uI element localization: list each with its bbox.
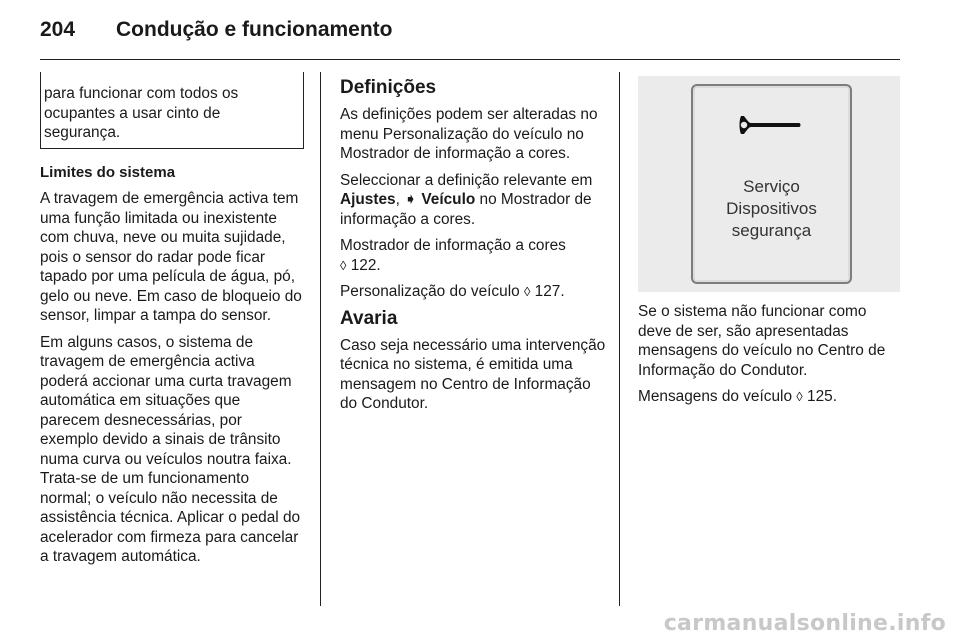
- column-right: [638, 302, 902, 414]
- settings-heading: Definições: [340, 77, 437, 98]
- settings-p2-post: no Mostrador de informação a cores.: [340, 191, 592, 228]
- column-left: [40, 72, 304, 574]
- settings-p2-pre: Seleccionar a definição relevante em: [340, 171, 593, 189]
- settings-paragraph-2: [340, 171, 606, 230]
- settings-p3-text: Mostrador de informação a cores: [340, 237, 566, 254]
- fault-heading: Avaria: [340, 307, 398, 329]
- header-divider: [40, 59, 900, 60]
- settings-p2-sep: ,: [395, 191, 405, 208]
- display-line-3: segurança: [731, 221, 812, 240]
- note-text: para funcionar com todos os ocupantes a usar cinto de segurança.: [44, 85, 239, 141]
- settings-menu-veiculo: Veículo: [421, 191, 476, 208]
- limits-paragraph-2: Em alguns casos, o sistema de travagem de emergência activa poderá accionar uma curta travagem automática em situações que parecem desnecessárias, por exemplo devido a sinais de trânsito numa curva ou veículos noutra faixa. Trata-se de um funcionamento normal; o veículo não necessita de assistência técnica. Aplicar o pedal do acelerador com firmeza para cancelar a travagem automática.: [40, 333, 301, 565]
- watermark: carmanualsonline.info: [663, 611, 946, 636]
- settings-paragraph-1: As definições podem ser alteradas no menu Personalização do veículo no Mostrador de informação a cores.: [340, 106, 598, 162]
- page-ref-icon: ◊: [523, 284, 531, 299]
- right-p2-text: Mensagens do veículo: [638, 388, 793, 405]
- right-p2-ref[interactable]: 125.: [807, 388, 837, 405]
- display-line-2: Dispositivos: [726, 199, 817, 218]
- page-title: Condução e funcionamento: [116, 18, 393, 41]
- right-paragraph-2: [638, 387, 902, 407]
- page-ref-icon: ◊: [796, 389, 803, 404]
- settings-menu-ajustes: Ajustes: [340, 191, 396, 208]
- column-middle: [340, 78, 606, 421]
- settings-p4-text: Personalização do veículo: [340, 283, 520, 300]
- limits-paragraph-1: A travagem de emergência activa tem uma função limitada ou inexistente com chuva, neve ou muita sujidade, pois o sensor do radar pode ficar tapado por uma película de água, pó, gelo ou neve. Em caso de bloqueio do sensor, limpar a tampa do sensor.: [40, 190, 302, 324]
- right-paragraph-1: Se o sistema não funcionar como deve de ser, são apresentadas mensagens do veículo no Centro de Informação do Condutor.: [638, 303, 886, 379]
- menu-arrow-icon: ➧: [404, 191, 418, 208]
- display-message: [693, 176, 850, 242]
- fault-paragraph-1: Caso seja necessário uma intervenção técnica no sistema, é emitida uma mensagem no Centro de Informação do Condutor.: [340, 336, 606, 412]
- settings-p3-ref[interactable]: 122.: [350, 256, 381, 274]
- wrench-icon: [737, 112, 803, 138]
- settings-p4-ref[interactable]: 127.: [534, 283, 565, 300]
- page-number: 204: [40, 18, 76, 41]
- note-box: [40, 72, 304, 149]
- settings-paragraph-3: [340, 236, 606, 275]
- column-divider-right: [619, 72, 620, 606]
- display-line-1: Serviço: [743, 177, 800, 196]
- settings-paragraph-4: [340, 282, 606, 302]
- column-divider-left: [320, 72, 321, 606]
- limits-heading: Limites do sistema: [40, 163, 176, 181]
- page-ref-icon: ◊: [340, 257, 347, 273]
